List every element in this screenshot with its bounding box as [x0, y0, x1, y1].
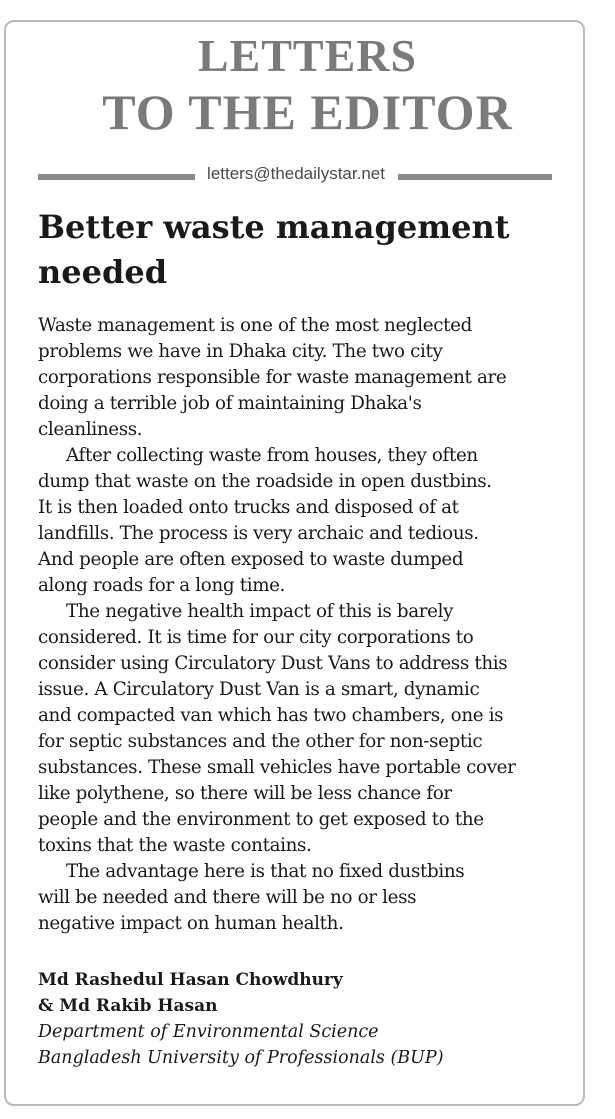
- body-line: dump that waste on the roadside in open dustbins.: [38, 471, 492, 492]
- headline-line-1: Better waste management: [38, 208, 510, 246]
- masthead-letters: LETTERS: [197, 30, 418, 81]
- body-line: The negative health impact of this is barely: [66, 601, 454, 622]
- body-line: issue. A Circulatory Dust Van is a smart, dynamic: [38, 679, 480, 700]
- body-line: problems we have in Dhaka city. The two city: [38, 341, 443, 362]
- body-line: toxins that the waste contains.: [38, 835, 312, 856]
- paragraph-1: [38, 313, 578, 443]
- email-row: [38, 163, 552, 187]
- paragraph-4: [38, 859, 578, 937]
- body-line: for septic substances and the other for non-septic: [38, 731, 483, 752]
- email-rule-left: [38, 174, 195, 180]
- author-affiliation-line-2: Bangladesh University of Professionals (BUP): [38, 1048, 444, 1068]
- masthead-to-the-editor: TO THE EDITOR: [102, 84, 513, 140]
- body-line: The advantage here is that no fixed dustbins: [66, 861, 465, 882]
- author-names-line-2: & Md Rakib Hasan: [38, 996, 218, 1016]
- body-line: people and the environment to get exposed to the: [38, 809, 484, 830]
- author-affiliation-line-1: Department of Environmental Science: [38, 1022, 379, 1042]
- body-line: It is then loaded onto trucks and disposed of at: [38, 497, 459, 518]
- body-line: along roads for a long time.: [38, 575, 286, 596]
- body-line: considered. It is time for our city corporations to: [38, 627, 474, 648]
- body-line: And people are often exposed to waste dumped: [38, 549, 464, 570]
- letter-body: [38, 313, 578, 937]
- email-rule-right: [398, 174, 552, 180]
- body-line: negative impact on human health.: [38, 913, 344, 934]
- editor-email: letters@thedailystar.net: [207, 164, 385, 183]
- headline-line-2: needed: [38, 253, 168, 291]
- body-line: corporations responsible for waste management are: [38, 367, 507, 388]
- body-line: cleanliness.: [38, 419, 143, 440]
- body-line: landfills. The process is very archaic and tedious.: [38, 523, 479, 544]
- letter-headline: [38, 205, 568, 295]
- body-line: doing a terrible job of maintaining Dhaka's: [38, 393, 422, 414]
- body-line: After collecting waste from houses, they often: [66, 445, 478, 466]
- paragraph-3: [38, 599, 578, 859]
- body-line: consider using Circulatory Dust Vans to address this: [38, 653, 508, 674]
- body-line: and compacted van which has two chambers, one is: [38, 705, 504, 726]
- author-names-line-1: Md Rashedul Hasan Chowdhury: [38, 970, 343, 990]
- body-line: like polythene, so there will be less chance for: [38, 783, 452, 804]
- body-line: substances. These small vehicles have portable cover: [38, 757, 516, 778]
- signature-block: [38, 967, 578, 1071]
- body-line: will be needed and there will be no or less: [38, 887, 417, 908]
- paragraph-2: [38, 443, 578, 599]
- body-line: Waste management is one of the most neglected: [38, 315, 472, 336]
